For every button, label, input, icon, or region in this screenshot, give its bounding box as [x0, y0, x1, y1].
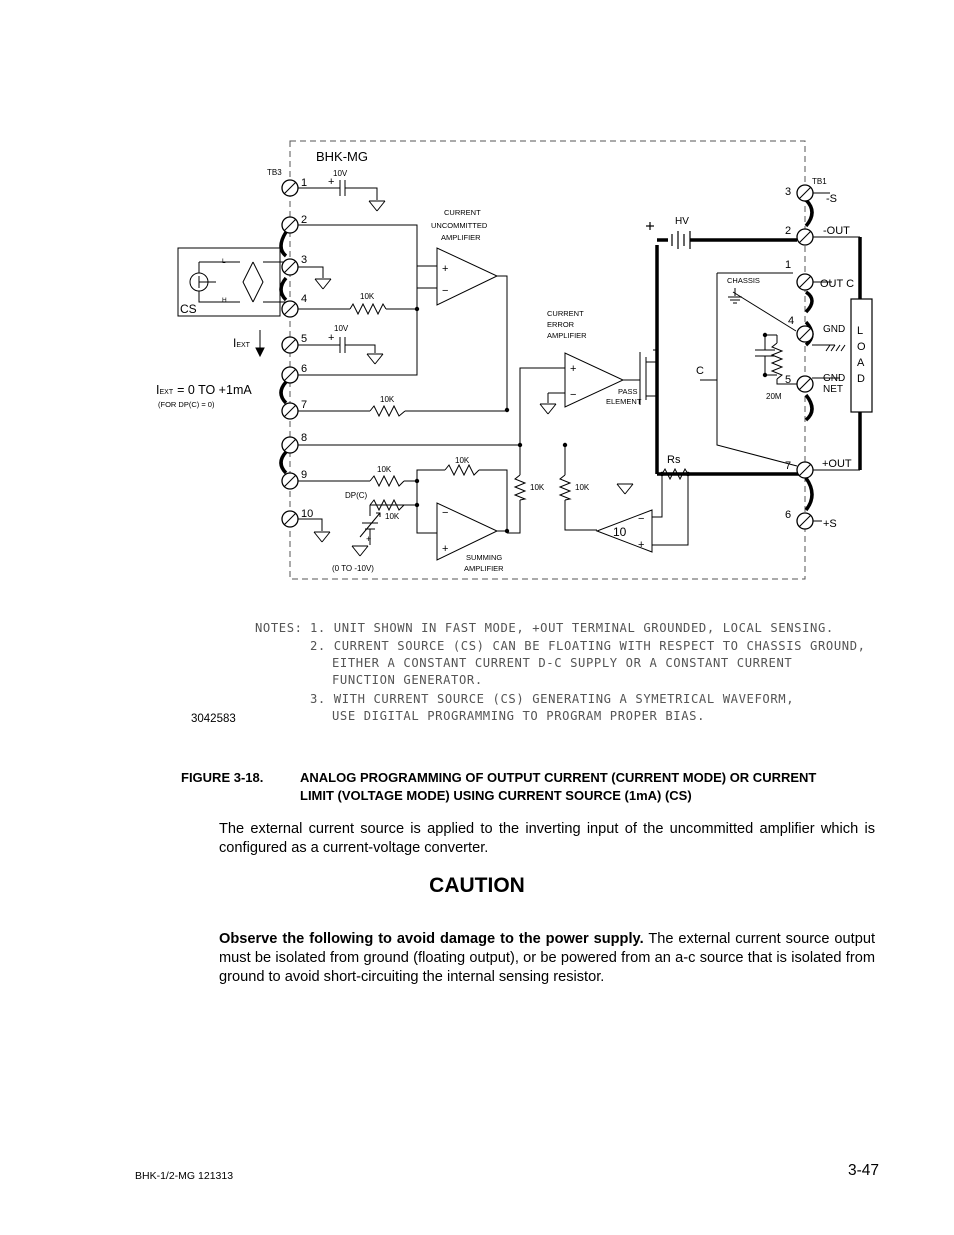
tb3-terminal: [282, 337, 298, 353]
capacitor-label: C: [696, 365, 704, 377]
iext-range-label: IEXT = 0 TO +1mA: [156, 383, 252, 397]
iext-range-note: (FOR DP(C) = 0): [158, 400, 215, 409]
svg-text:−: −: [638, 513, 645, 525]
load-letter: D: [857, 373, 865, 385]
tb3-number: 9: [301, 469, 308, 481]
tb3-terminal: [282, 301, 298, 317]
out-c-label: OUT C: [820, 278, 855, 290]
dpc-range-label: (0 TO -10V): [332, 564, 374, 573]
svg-text:+: +: [442, 543, 449, 555]
svg-text:+: +: [328, 332, 335, 344]
notes-block: [255, 621, 866, 723]
rs-label: Rs: [667, 454, 681, 466]
dpc-label: DP(C): [345, 491, 368, 500]
tb3-terminal: [282, 403, 298, 419]
caution-heading: CAUTION: [429, 874, 525, 897]
note-line: USE DIGITAL PROGRAMMING TO PROGRAM PROPER BIAS.: [332, 709, 706, 723]
tb3-number: 3: [301, 254, 308, 266]
tb3-terminal: [282, 217, 298, 233]
unit-boundary: [290, 141, 805, 579]
tb1-number: 3: [785, 186, 792, 198]
cs-label: CS: [180, 302, 197, 316]
cs-l-label: L: [222, 258, 226, 265]
body-paragraph: The external current source is applied to the inverting input of the uncommitted amplifier which is configured as a current-voltage converter.: [219, 821, 875, 856]
chassis-label: CHASSIS: [727, 276, 760, 285]
tb1-terminal: [797, 376, 813, 392]
tb1-number: 5: [785, 374, 792, 386]
tb3-number: 1: [301, 177, 308, 189]
tb3-terminal: [282, 180, 298, 196]
load-letter: O: [857, 341, 866, 353]
tb3-terminal: [282, 473, 298, 489]
label-10k: 10K: [380, 395, 395, 404]
load-letter: L: [857, 325, 864, 337]
uncommitted-amp-label: CURRENT: [444, 208, 481, 217]
svg-text:−: −: [442, 285, 449, 297]
tb1-number: 1: [785, 259, 792, 271]
svg-text:+: +: [638, 539, 645, 551]
gnd-net-label: NET: [823, 384, 843, 395]
pass-element-label: ELEMENT: [606, 397, 642, 406]
tb3-terminal: [282, 367, 298, 383]
svg-text:+: +: [366, 534, 372, 544]
label-10v: 10V: [333, 169, 348, 178]
note-line: FUNCTION GENERATOR.: [332, 673, 483, 687]
label-10k: 10K: [377, 465, 392, 474]
svg-text:+: +: [328, 176, 335, 188]
tb1-number: 7: [785, 460, 792, 472]
caution-text: The external current source output must be isolated from ground (floating output), or be powered from an a-c source that is isolated from ground to avoid short-circuiting the internal sensing resistor.: [219, 931, 876, 985]
pass-element-label: PASS: [618, 387, 638, 396]
figure-number: FIGURE 3-18.: [181, 770, 264, 785]
hv-label: HV: [675, 216, 689, 227]
footer-doc-id: BHK-1/2-MG 121313: [135, 1170, 234, 1182]
tb1-terminal: [797, 185, 813, 201]
label-10k: 10K: [360, 292, 375, 301]
svg-text:+: +: [442, 263, 449, 275]
notes-heading: NOTES:: [255, 621, 303, 635]
iext-label: IEXT: [233, 336, 250, 350]
tb3-terminal: [282, 511, 298, 527]
uncommitted-amp-label: AMPLIFIER: [441, 233, 481, 242]
gain-10-label: 10: [613, 525, 627, 539]
tb3-number: 2: [301, 214, 308, 226]
tb3-terminal: [282, 437, 298, 453]
cs-h-label: H: [222, 297, 227, 304]
drawing-number: 3042583: [191, 713, 236, 725]
label-10k: 10K: [455, 456, 470, 465]
figure-caption: [181, 769, 881, 805]
plus-out-label: +OUT: [822, 458, 852, 470]
svg-text:−: −: [570, 389, 577, 401]
footer-page-number: 3-47: [847, 1162, 879, 1179]
tb3-label: TB3: [267, 168, 282, 177]
tb3-number: 6: [301, 363, 308, 375]
tb3-number: 4: [301, 293, 308, 305]
uncommitted-amp-label: UNCOMMITTED: [431, 221, 488, 230]
note-line: EITHER A CONSTANT CURRENT D-C SUPPLY OR A CONSTANT CURRENT: [332, 656, 793, 670]
svg-text:−: −: [442, 507, 449, 519]
gnd-net-label: GND: [823, 373, 846, 384]
tb1-label: TB1: [812, 177, 827, 186]
label-10v: 10V: [334, 324, 349, 333]
tb1-terminal: [797, 274, 813, 290]
caution-bold-text: Observe the following to avoid damage to the power supply.: [219, 931, 644, 947]
tb1-terminal: [797, 513, 813, 529]
gnd-label: GND: [823, 324, 846, 335]
load-box: [851, 299, 872, 412]
label-10k: 10K: [385, 512, 400, 521]
tb1-terminal: [797, 326, 813, 342]
tb1-terminal: [797, 229, 813, 245]
error-amp-label: ERROR: [547, 320, 575, 329]
caution-paragraph: [219, 930, 875, 987]
tb3-number: 7: [301, 399, 308, 411]
tb1-number: 6: [785, 509, 792, 521]
figure-title-line1: ANALOG PROGRAMMING OF OUTPUT CURRENT (CURRENT MODE) OR CURRENT: [300, 770, 817, 785]
plus-s-label: +S: [823, 518, 837, 530]
tb1-number: 2: [785, 225, 792, 237]
label-20m: 20M: [766, 392, 782, 401]
note-line: 1. UNIT SHOWN IN FAST MODE, +OUT TERMINAL GROUNDED, LOCAL SENSING.: [310, 621, 834, 635]
summing-amp-label: SUMMING: [466, 553, 503, 562]
tb3-number: 10: [301, 508, 314, 520]
tb3-number: 5: [301, 333, 308, 345]
label-10k: 10K: [575, 483, 590, 492]
tb3-number: 8: [301, 432, 308, 444]
tb3-terminal: [282, 259, 298, 275]
note-line: 2. CURRENT SOURCE (CS) CAN BE FLOATING WITH RESPECT TO CHASSIS GROUND,: [310, 639, 866, 653]
minus-s-label: -S: [826, 193, 837, 205]
unit-label: BHK-MG: [316, 149, 368, 164]
error-amp-label: CURRENT: [547, 309, 584, 318]
note-line: 3. WITH CURRENT SOURCE (CS) GENERATING A SYMETRICAL WAVEFORM,: [310, 692, 795, 706]
summing-amp-label: AMPLIFIER: [464, 564, 504, 573]
label-10k: 10K: [530, 483, 545, 492]
load-letter: A: [857, 357, 865, 369]
tb1-terminal: [797, 462, 813, 478]
figure-title-line2: LIMIT (VOLTAGE MODE) USING CURRENT SOURCE (1mA) (CS): [300, 788, 692, 803]
error-amp-label: AMPLIFIER: [547, 331, 587, 340]
svg-text:+: +: [570, 363, 577, 375]
tb1-number: 4: [788, 315, 795, 327]
minus-out-label: -OUT: [823, 225, 850, 237]
